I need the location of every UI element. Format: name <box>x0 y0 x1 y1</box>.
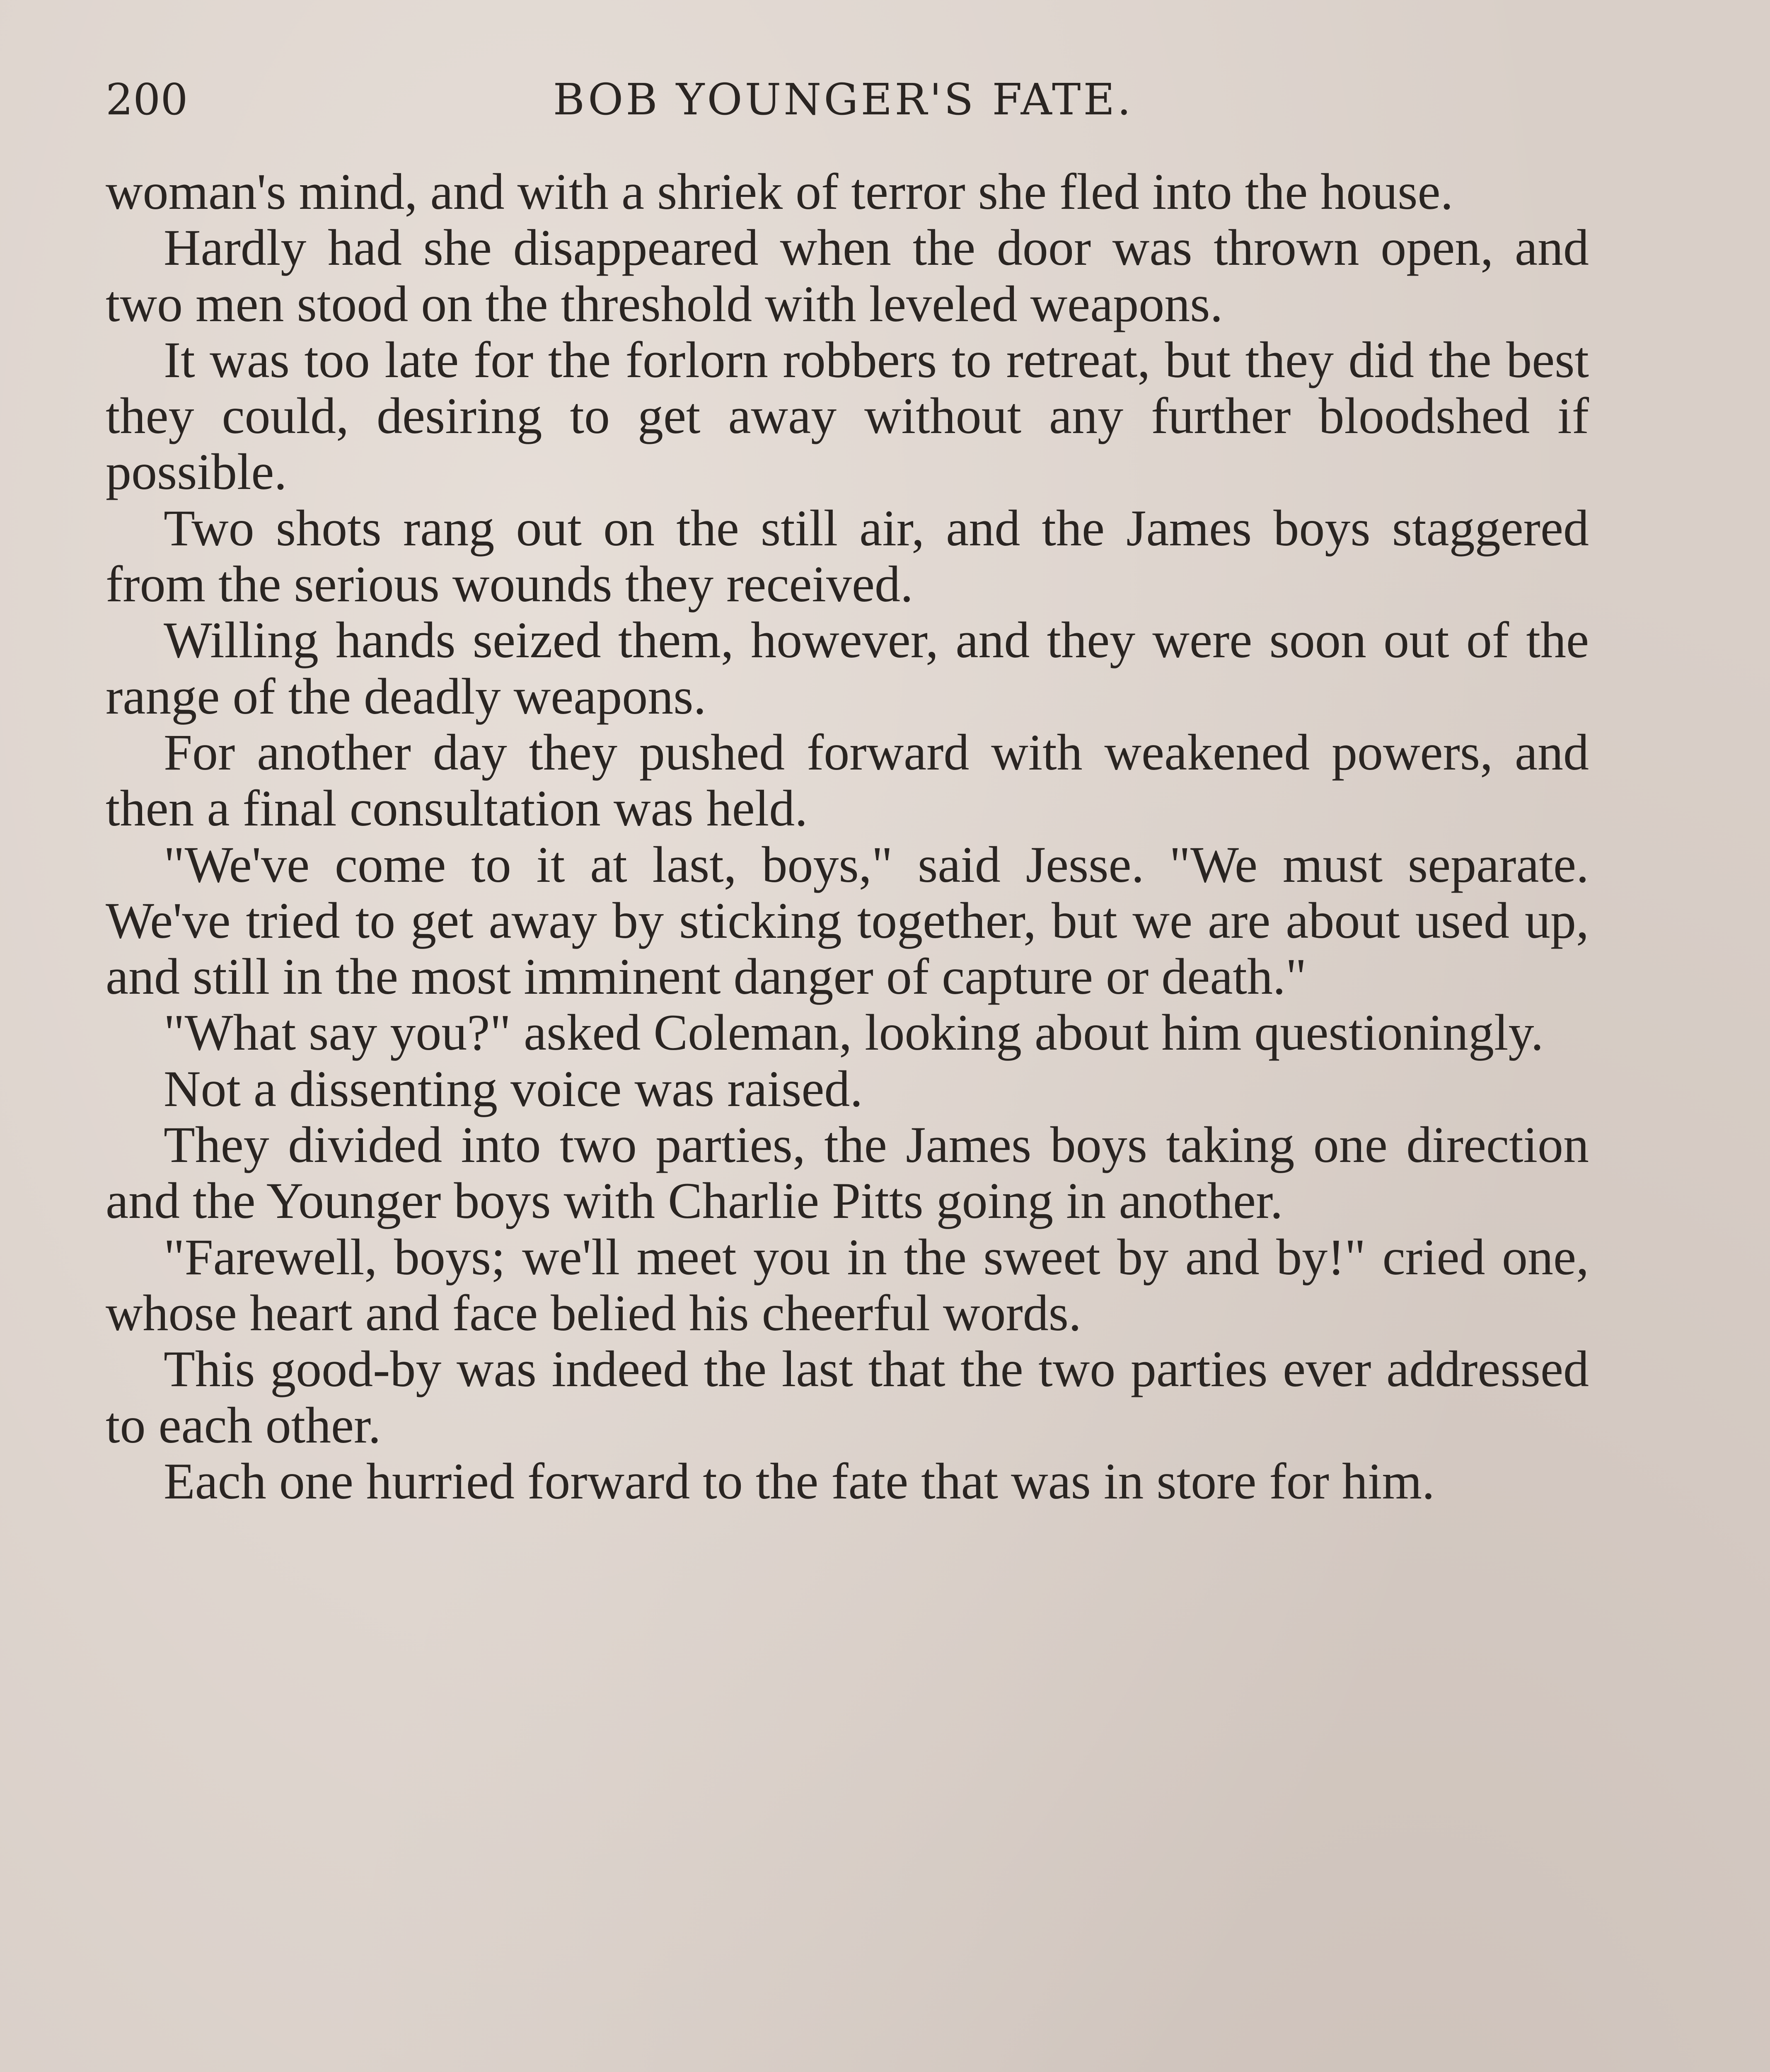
paragraph-11: "Farewell, boys; we'll meet you in the sweet by and by!" cried one, whose heart and face belied his cheerful words. <box>106 1228 1589 1341</box>
body-text <box>106 164 1589 1509</box>
paragraph-5: Willing hands seized them, however, and they were soon out of the range of the deadly weapons. <box>106 612 1589 725</box>
running-title: BOB YOUNGER'S FATE. <box>553 74 1134 125</box>
page-number: 200 <box>106 74 188 125</box>
paragraph-6: For another day they pushed forward with weakened powers, and then a final consultation was held. <box>106 724 1589 837</box>
paragraph-10: They divided into two parties, the James boys taking one direction and the Younger boys with Charlie Pitts going in another. <box>106 1116 1589 1230</box>
paragraph-9: Not a dissenting voice was raised. <box>164 1060 863 1117</box>
paragraph-7: "We've come to it at last, boys," said Jesse. "We must separate. We've tried to get away by sticking together, but we are about used up, and still in the most imminent danger of capture or death." <box>106 836 1589 1005</box>
paragraph-1: woman's mind, and with a shriek of terror she fled into the house. <box>106 163 1453 220</box>
paragraph-3: It was too late for the forlorn robbers to retreat, but they did the best they could, desiring to get away without any further bloodshed if possible. <box>106 331 1589 501</box>
paragraph-8: "What say you?" asked Coleman, looking about him questioningly. <box>164 1004 1544 1061</box>
paragraph-4: Two shots rang out on the still air, and the James boys staggered from the serious wounds they received. <box>106 499 1589 613</box>
running-head <box>106 73 1581 126</box>
paragraph-12: This good-by was indeed the last that the two parties ever addressed to each other. <box>106 1341 1589 1454</box>
paragraph-13: Each one hurried forward to the fate that was in store for him. <box>164 1452 1435 1510</box>
paragraph-2: Hardly had she disappeared when the door was thrown open, and two men stood on the threshold with leveled weapons. <box>106 219 1589 332</box>
